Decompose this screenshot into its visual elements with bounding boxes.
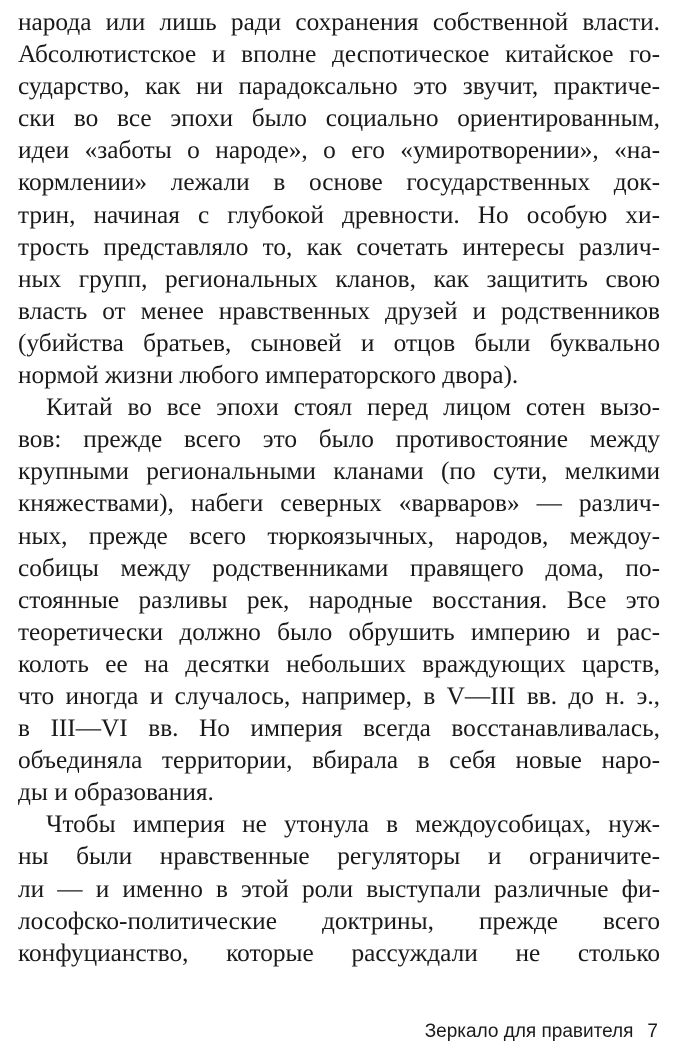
text-line: колоть ее на десятки небольших враждующих царств, [18,649,660,678]
text-line: нормой жизни любого императорского двора). [18,361,519,390]
text-line: вов: прежде всего это было противостояние между [18,425,660,454]
text-line: ны были нравственные регуляторы и ограничите- [18,842,660,871]
text-line: собицы между родственниками правящего дома, по- [18,553,660,582]
body-text [18,6,660,969]
text-line: ды и образования. [18,778,214,807]
text-line: конфуцианство, которые рассуждали не столько [18,938,660,967]
text-line: трость представляло то, как сочетать интересы различ- [18,232,660,261]
text-line: Чтобы империя не утонула в междоусобицах, нуж- [46,810,660,839]
text-line: кормлении» лежали в основе государственных док- [18,168,660,197]
text-line: ски во все эпохи было социально ориентированным, [18,104,660,133]
text-line: стоянные разливы рек, народные восстания. Все это [18,585,660,614]
text-line: лософско-политические доктрины, прежде всего [18,906,660,935]
text-line: идеи «заботы о народе», о его «умиротворении», «на- [18,136,660,165]
text-line: княжествами), набеги северных «варваров» — различ- [18,489,660,518]
running-title: Зеркало для правителя [424,1021,634,1042]
text-line: (убийства братьев, сыновей и отцов были буквально [18,328,660,357]
page-footer [425,1020,658,1044]
text-line: объединяла территории, вбирала в себя новые наро- [18,746,660,775]
text-line: ли — и именно в этой роли выступали различные фи- [18,874,660,903]
text-line: что иногда и случалось, например, в V—III вв. до н. э., [18,681,660,710]
text-line: ных групп, региональных кланов, как защитить свою [18,264,660,293]
text-line: сударство, как ни парадоксально это звучит, практиче- [18,72,660,101]
text-line: трин, начиная с глубокой древности. Но особую хи- [18,200,660,229]
text-line: Абсолютистское и вполне деспотическое китайское го- [18,40,660,69]
text-line: ных, прежде всего тюркоязычных, народов, междоу- [18,521,660,550]
text-line: власть от менее нравственных друзей и родственников [18,296,660,325]
text-line: народа или лишь ради сохранения собственной власти. [18,8,660,36]
page-number: 7 [647,1021,658,1042]
text-line: крупными региональными кланами (по сути, мелкими [18,457,660,486]
text-line: теоретически должно было обрушить империю и рас- [18,617,660,646]
text-line: Китай во все эпохи стоял перед лицом сотен вызо- [46,393,660,422]
text-line: в III—VI вв. Но империя всегда восстанавливалась, [18,714,660,743]
